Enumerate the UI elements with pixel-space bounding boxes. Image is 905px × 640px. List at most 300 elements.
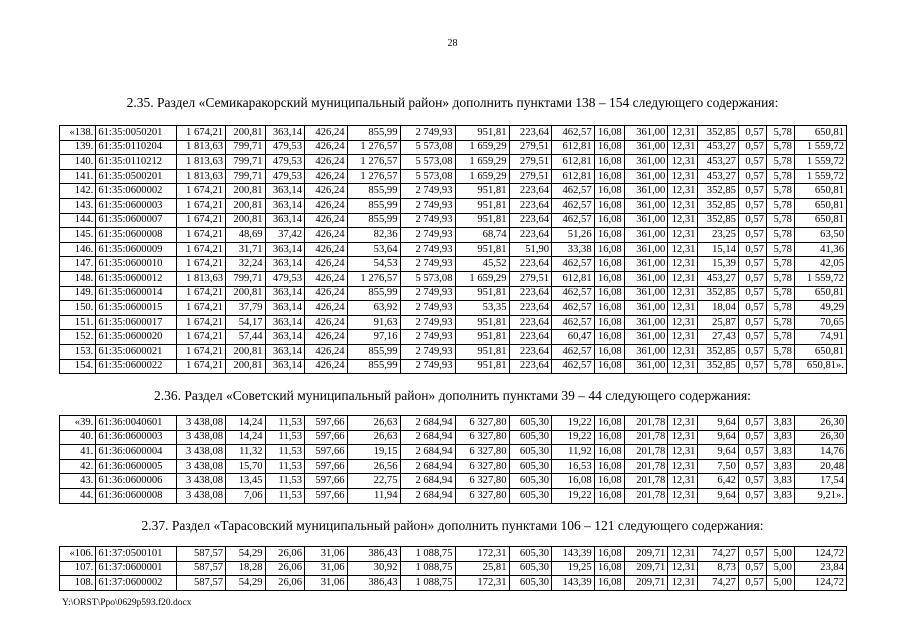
value-cell: 2 749,93	[400, 198, 455, 213]
value-cell: 16,08	[594, 416, 624, 431]
value-cell: 223,64	[509, 330, 552, 345]
value-cell: 5,00	[766, 547, 794, 562]
value-cell: 0,57	[738, 330, 766, 345]
value-cell: 2 684,94	[400, 430, 455, 445]
value-cell: 0,57	[738, 561, 766, 576]
value-cell: 5,78	[766, 257, 794, 272]
value-cell: 12,31	[668, 459, 698, 474]
table-row	[60, 228, 847, 243]
value-cell: 0,57	[738, 474, 766, 489]
cadastral-quarter-cell: 61:36:0600006	[96, 474, 177, 489]
value-cell: 18,28	[226, 561, 265, 576]
value-cell: 16,08	[594, 126, 624, 141]
row-number-cell: 146.	[60, 242, 96, 257]
value-cell: 16,08	[594, 488, 624, 503]
value-cell: 1 674,21	[177, 126, 226, 141]
value-cell: 26,06	[265, 561, 304, 576]
value-cell: 361,00	[624, 155, 668, 170]
value-cell: 462,57	[552, 126, 595, 141]
value-cell: 605,30	[509, 561, 552, 576]
value-cell: 361,00	[624, 198, 668, 213]
row-number-cell: 139.	[60, 140, 96, 155]
value-cell: 3 438,08	[177, 430, 226, 445]
value-cell: 16,08	[594, 459, 624, 474]
value-cell: 361,00	[624, 242, 668, 257]
value-cell: 605,30	[509, 488, 552, 503]
value-cell: 1 813,63	[177, 140, 226, 155]
value-cell: 16,53	[552, 459, 595, 474]
cadastral-quarter-cell: 61:35:0600012	[96, 271, 177, 286]
value-cell: 37,42	[265, 228, 304, 243]
value-cell: 605,30	[509, 474, 552, 489]
value-cell: 650,81	[794, 198, 846, 213]
row-number-cell: 149.	[60, 286, 96, 301]
value-cell: 5,78	[766, 198, 794, 213]
value-cell: 3,83	[766, 488, 794, 503]
value-cell: 2 749,93	[400, 315, 455, 330]
value-cell: 11,53	[265, 445, 304, 460]
value-cell: 799,71	[226, 140, 265, 155]
value-cell: 12,31	[668, 416, 698, 431]
value-cell: 53,64	[347, 242, 400, 257]
value-cell: 18,04	[698, 301, 738, 316]
value-cell: 612,81	[552, 271, 595, 286]
row-number-cell: 41.	[60, 445, 96, 460]
value-cell: 3,83	[766, 459, 794, 474]
value-cell: 855,99	[347, 344, 400, 359]
row-number-cell: 143.	[60, 198, 96, 213]
value-cell: 12,31	[668, 561, 698, 576]
value-cell: 12,31	[668, 242, 698, 257]
table-row	[60, 155, 847, 170]
value-cell: 650,81	[794, 126, 846, 141]
value-cell: 63,92	[347, 301, 400, 316]
value-cell: 16,08	[594, 301, 624, 316]
value-cell: 1 659,29	[455, 169, 509, 184]
row-number-cell: «39.	[60, 416, 96, 431]
value-cell: 2 749,93	[400, 213, 455, 228]
value-cell: 3,83	[766, 474, 794, 489]
value-cell: 2 684,94	[400, 459, 455, 474]
cadastral-quarter-cell: 61:35:0600014	[96, 286, 177, 301]
value-cell: 855,99	[347, 286, 400, 301]
value-cell: 0,57	[738, 286, 766, 301]
value-cell: 12,31	[668, 213, 698, 228]
value-cell: 5,78	[766, 344, 794, 359]
value-cell: 855,99	[347, 213, 400, 228]
value-cell: 5,78	[766, 271, 794, 286]
value-cell: 2 684,94	[400, 416, 455, 431]
value-cell: 200,81	[226, 359, 265, 374]
value-cell: 0,57	[738, 228, 766, 243]
value-cell: 462,57	[552, 359, 595, 374]
cadastral-quarter-cell: 61:36:0600005	[96, 459, 177, 474]
value-cell: 6 327,80	[455, 445, 509, 460]
value-cell: 19,22	[552, 430, 595, 445]
value-cell: 605,30	[509, 445, 552, 460]
value-cell: 363,14	[265, 301, 304, 316]
value-cell: 5,78	[766, 213, 794, 228]
value-cell: 12,31	[668, 169, 698, 184]
value-cell: 26,30	[794, 430, 846, 445]
value-cell: 16,08	[594, 213, 624, 228]
value-cell: 200,81	[226, 286, 265, 301]
value-cell: 201,78	[624, 488, 668, 503]
value-cell: 12,31	[668, 474, 698, 489]
value-cell: 352,85	[698, 126, 738, 141]
value-cell: 426,24	[305, 301, 348, 316]
value-cell: 0,57	[738, 271, 766, 286]
section-heading-2-36: 2.36. Раздел «Советский муниципальный район» дополнить пунктами 39 – 44 следующего содержания:	[154, 388, 751, 403]
value-cell: 31,06	[305, 547, 348, 562]
value-cell: 5,78	[766, 286, 794, 301]
value-cell: 479,53	[265, 155, 304, 170]
value-cell: 1 659,29	[455, 271, 509, 286]
value-cell: 361,00	[624, 257, 668, 272]
value-cell: 453,27	[698, 271, 738, 286]
value-cell: 1 674,21	[177, 359, 226, 374]
value-cell: 361,00	[624, 330, 668, 345]
value-cell: 951,81	[455, 286, 509, 301]
value-cell: 16,08	[594, 576, 624, 591]
value-cell: 363,14	[265, 286, 304, 301]
value-cell: 352,85	[698, 198, 738, 213]
table-row	[60, 445, 847, 460]
value-cell: 16,08	[594, 330, 624, 345]
value-cell: 23,84	[794, 561, 846, 576]
cadastral-quarter-cell: 61:37:0500101	[96, 547, 177, 562]
value-cell: 799,71	[226, 169, 265, 184]
value-cell: 16,08	[594, 445, 624, 460]
value-cell: 19,25	[552, 561, 595, 576]
value-cell: 26,63	[347, 416, 400, 431]
value-cell: 200,81	[226, 344, 265, 359]
value-cell: 1 088,75	[400, 576, 455, 591]
value-cell: 426,24	[305, 257, 348, 272]
value-cell: 209,71	[624, 561, 668, 576]
table-row	[60, 140, 847, 155]
value-cell: 16,08	[594, 474, 624, 489]
value-cell: 453,27	[698, 169, 738, 184]
cadastral-quarter-cell: 61:37:0600001	[96, 561, 177, 576]
value-cell: 11,53	[265, 416, 304, 431]
value-cell: 2 749,93	[400, 301, 455, 316]
file-path-footer: Y:\ORST\Ppo\0629p593.f20.docx	[62, 598, 192, 608]
value-cell: 0,57	[738, 301, 766, 316]
value-cell: 200,81	[226, 184, 265, 199]
value-cell: 223,64	[509, 286, 552, 301]
cadastral-quarter-cell: 61:35:0600009	[96, 242, 177, 257]
cadastral-quarter-cell: 61:35:0600007	[96, 213, 177, 228]
value-cell: 12,31	[668, 359, 698, 374]
value-cell: 223,64	[509, 213, 552, 228]
value-cell: 352,85	[698, 286, 738, 301]
row-number-cell: 148.	[60, 271, 96, 286]
value-cell: 597,66	[305, 430, 348, 445]
row-number-cell: 144.	[60, 213, 96, 228]
row-number-cell: 107.	[60, 561, 96, 576]
value-cell: 650,81	[794, 286, 846, 301]
value-cell: 12,31	[668, 430, 698, 445]
table-row	[60, 459, 847, 474]
value-cell: 951,81	[455, 330, 509, 345]
value-cell: 12,31	[668, 301, 698, 316]
value-cell: 15,70	[226, 459, 265, 474]
value-cell: 1 674,21	[177, 301, 226, 316]
value-cell: 0,57	[738, 488, 766, 503]
value-cell: 462,57	[552, 286, 595, 301]
table-row	[60, 330, 847, 345]
value-cell: 951,81	[455, 344, 509, 359]
value-cell: 605,30	[509, 547, 552, 562]
value-cell: 361,00	[624, 359, 668, 374]
value-cell: 6 327,80	[455, 488, 509, 503]
value-cell: 223,64	[509, 301, 552, 316]
value-cell: 223,64	[509, 257, 552, 272]
value-cell: 16,08	[594, 547, 624, 562]
table-row	[60, 242, 847, 257]
value-cell: 14,24	[226, 430, 265, 445]
value-cell: 26,06	[265, 547, 304, 562]
value-cell: 352,85	[698, 359, 738, 374]
value-cell: 462,57	[552, 198, 595, 213]
value-cell: 97,16	[347, 330, 400, 345]
value-cell: 1 559,72	[794, 140, 846, 155]
value-cell: 223,64	[509, 198, 552, 213]
value-cell: 5,78	[766, 140, 794, 155]
value-cell: 5,78	[766, 169, 794, 184]
value-cell: 426,24	[305, 228, 348, 243]
value-cell: 1 674,21	[177, 315, 226, 330]
row-number-cell: «138.	[60, 126, 96, 141]
value-cell: 12,31	[668, 271, 698, 286]
value-cell: 1 674,21	[177, 228, 226, 243]
value-cell: 0,57	[738, 359, 766, 374]
value-cell: 3 438,08	[177, 488, 226, 503]
value-cell: 68,74	[455, 228, 509, 243]
row-number-cell: 147.	[60, 257, 96, 272]
value-cell: 2 749,93	[400, 257, 455, 272]
value-cell: 1 088,75	[400, 547, 455, 562]
value-cell: 172,31	[455, 576, 509, 591]
value-cell: 426,24	[305, 169, 348, 184]
value-cell: 20,48	[794, 459, 846, 474]
cadastral-quarter-cell: 61:35:0600020	[96, 330, 177, 345]
table-row	[60, 547, 847, 562]
value-cell: 9,64	[698, 445, 738, 460]
value-cell: 1 674,21	[177, 198, 226, 213]
value-cell: 426,24	[305, 140, 348, 155]
value-cell: 12,31	[668, 286, 698, 301]
value-cell: 386,43	[347, 547, 400, 562]
value-cell: 1 813,63	[177, 155, 226, 170]
value-cell: 1 674,21	[177, 184, 226, 199]
value-cell: 172,31	[455, 547, 509, 562]
value-cell: 5 573,08	[400, 169, 455, 184]
value-cell: 16,08	[594, 140, 624, 155]
value-cell: 426,24	[305, 271, 348, 286]
value-cell: 650,81	[794, 184, 846, 199]
value-cell: 54,53	[347, 257, 400, 272]
value-cell: 223,64	[509, 126, 552, 141]
value-cell: 0,57	[738, 242, 766, 257]
row-number-cell: 150.	[60, 301, 96, 316]
value-cell: 12,31	[668, 488, 698, 503]
value-cell: 0,57	[738, 445, 766, 460]
value-cell: 2 684,94	[400, 488, 455, 503]
row-number-cell: «106.	[60, 547, 96, 562]
value-cell: 799,71	[226, 271, 265, 286]
value-cell: 12,31	[668, 344, 698, 359]
value-cell: 5 573,08	[400, 271, 455, 286]
value-cell: 426,24	[305, 330, 348, 345]
value-cell: 855,99	[347, 359, 400, 374]
row-number-cell: 152.	[60, 330, 96, 345]
value-cell: 25,81	[455, 561, 509, 576]
value-cell: 587,57	[177, 547, 226, 562]
value-cell: 1 559,72	[794, 155, 846, 170]
table-row	[60, 301, 847, 316]
value-cell: 462,57	[552, 213, 595, 228]
value-cell: 2 749,93	[400, 228, 455, 243]
value-cell: 2 749,93	[400, 242, 455, 257]
value-cell: 91,63	[347, 315, 400, 330]
value-cell: 201,78	[624, 430, 668, 445]
value-cell: 5 573,08	[400, 155, 455, 170]
row-number-cell: 142.	[60, 184, 96, 199]
value-cell: 23,25	[698, 228, 738, 243]
value-cell: 0,57	[738, 126, 766, 141]
value-cell: 19,15	[347, 445, 400, 460]
value-cell: 1 276,57	[347, 169, 400, 184]
table-row	[60, 126, 847, 141]
value-cell: 57,44	[226, 330, 265, 345]
value-cell: 650,81».	[794, 359, 846, 374]
cadastral-quarter-cell: 61:35:0050201	[96, 126, 177, 141]
row-number-cell: 42.	[60, 459, 96, 474]
row-number-cell: 44.	[60, 488, 96, 503]
value-cell: 462,57	[552, 257, 595, 272]
value-cell: 19,22	[552, 488, 595, 503]
value-cell: 42,05	[794, 257, 846, 272]
cadastral-quarter-cell: 61:35:0600015	[96, 301, 177, 316]
value-cell: 26,06	[265, 576, 304, 591]
value-cell: 74,27	[698, 576, 738, 591]
value-cell: 3 438,08	[177, 474, 226, 489]
value-cell: 5,78	[766, 228, 794, 243]
value-cell: 650,81	[794, 344, 846, 359]
value-cell: 1 559,72	[794, 271, 846, 286]
value-cell: 49,29	[794, 301, 846, 316]
value-cell: 32,24	[226, 257, 265, 272]
table-row	[60, 474, 847, 489]
value-cell: 951,81	[455, 242, 509, 257]
value-cell: 12,31	[668, 184, 698, 199]
value-cell: 16,08	[594, 228, 624, 243]
value-cell: 279,51	[509, 271, 552, 286]
value-cell: 361,00	[624, 301, 668, 316]
value-cell: 5,78	[766, 184, 794, 199]
value-cell: 14,76	[794, 445, 846, 460]
value-cell: 650,81	[794, 213, 846, 228]
value-cell: 597,66	[305, 488, 348, 503]
value-cell: 0,57	[738, 257, 766, 272]
value-cell: 223,64	[509, 344, 552, 359]
value-cell: 19,22	[552, 416, 595, 431]
value-cell: 9,64	[698, 416, 738, 431]
value-cell: 1 276,57	[347, 271, 400, 286]
value-cell: 1 659,29	[455, 155, 509, 170]
value-cell: 597,66	[305, 445, 348, 460]
value-cell: 361,00	[624, 140, 668, 155]
value-cell: 0,57	[738, 315, 766, 330]
data-table-tarasovsky	[59, 546, 847, 591]
value-cell: 426,24	[305, 126, 348, 141]
value-cell: 2 749,93	[400, 184, 455, 199]
value-cell: 16,08	[594, 344, 624, 359]
value-cell: 3 438,08	[177, 416, 226, 431]
section-heading-2-35: 2.35. Раздел «Семикаракорский муниципальный район» дополнить пунктами 138 – 154 следующего содержания:	[126, 95, 779, 110]
value-cell: 279,51	[509, 140, 552, 155]
value-cell: 31,06	[305, 561, 348, 576]
value-cell: 16,08	[594, 359, 624, 374]
table-row	[60, 184, 847, 199]
table-row	[60, 488, 847, 503]
cadastral-quarter-cell: 61:37:0600002	[96, 576, 177, 591]
cadastral-quarter-cell: 61:35:0500201	[96, 169, 177, 184]
value-cell: 363,14	[265, 359, 304, 374]
value-cell: 124,72	[794, 547, 846, 562]
value-cell: 361,00	[624, 169, 668, 184]
value-cell: 5,78	[766, 126, 794, 141]
value-cell: 453,27	[698, 155, 738, 170]
value-cell: 16,08	[594, 561, 624, 576]
page-number: 28	[447, 38, 458, 49]
table-row	[60, 271, 847, 286]
value-cell: 352,85	[698, 184, 738, 199]
value-cell: 0,57	[738, 155, 766, 170]
value-cell: 462,57	[552, 344, 595, 359]
value-cell: 33,38	[552, 242, 595, 257]
value-cell: 0,57	[738, 344, 766, 359]
value-cell: 426,24	[305, 213, 348, 228]
value-cell: 22,75	[347, 474, 400, 489]
value-cell: 951,81	[455, 184, 509, 199]
value-cell: 951,81	[455, 315, 509, 330]
value-cell: 31,71	[226, 242, 265, 257]
value-cell: 855,99	[347, 184, 400, 199]
value-cell: 0,57	[738, 184, 766, 199]
value-cell: 9,64	[698, 488, 738, 503]
value-cell: 82,36	[347, 228, 400, 243]
row-number-cell: 40.	[60, 430, 96, 445]
value-cell: 16,08	[594, 430, 624, 445]
value-cell: 363,14	[265, 198, 304, 213]
value-cell: 0,57	[738, 576, 766, 591]
value-cell: 11,53	[265, 430, 304, 445]
value-cell: 8,73	[698, 561, 738, 576]
value-cell: 361,00	[624, 184, 668, 199]
value-cell: 605,30	[509, 576, 552, 591]
value-cell: 361,00	[624, 228, 668, 243]
value-cell: 12,31	[668, 228, 698, 243]
value-cell: 11,53	[265, 459, 304, 474]
value-cell: 7,06	[226, 488, 265, 503]
value-cell: 0,57	[738, 140, 766, 155]
value-cell: 201,78	[624, 416, 668, 431]
value-cell: 5 573,08	[400, 140, 455, 155]
value-cell: 0,57	[738, 459, 766, 474]
